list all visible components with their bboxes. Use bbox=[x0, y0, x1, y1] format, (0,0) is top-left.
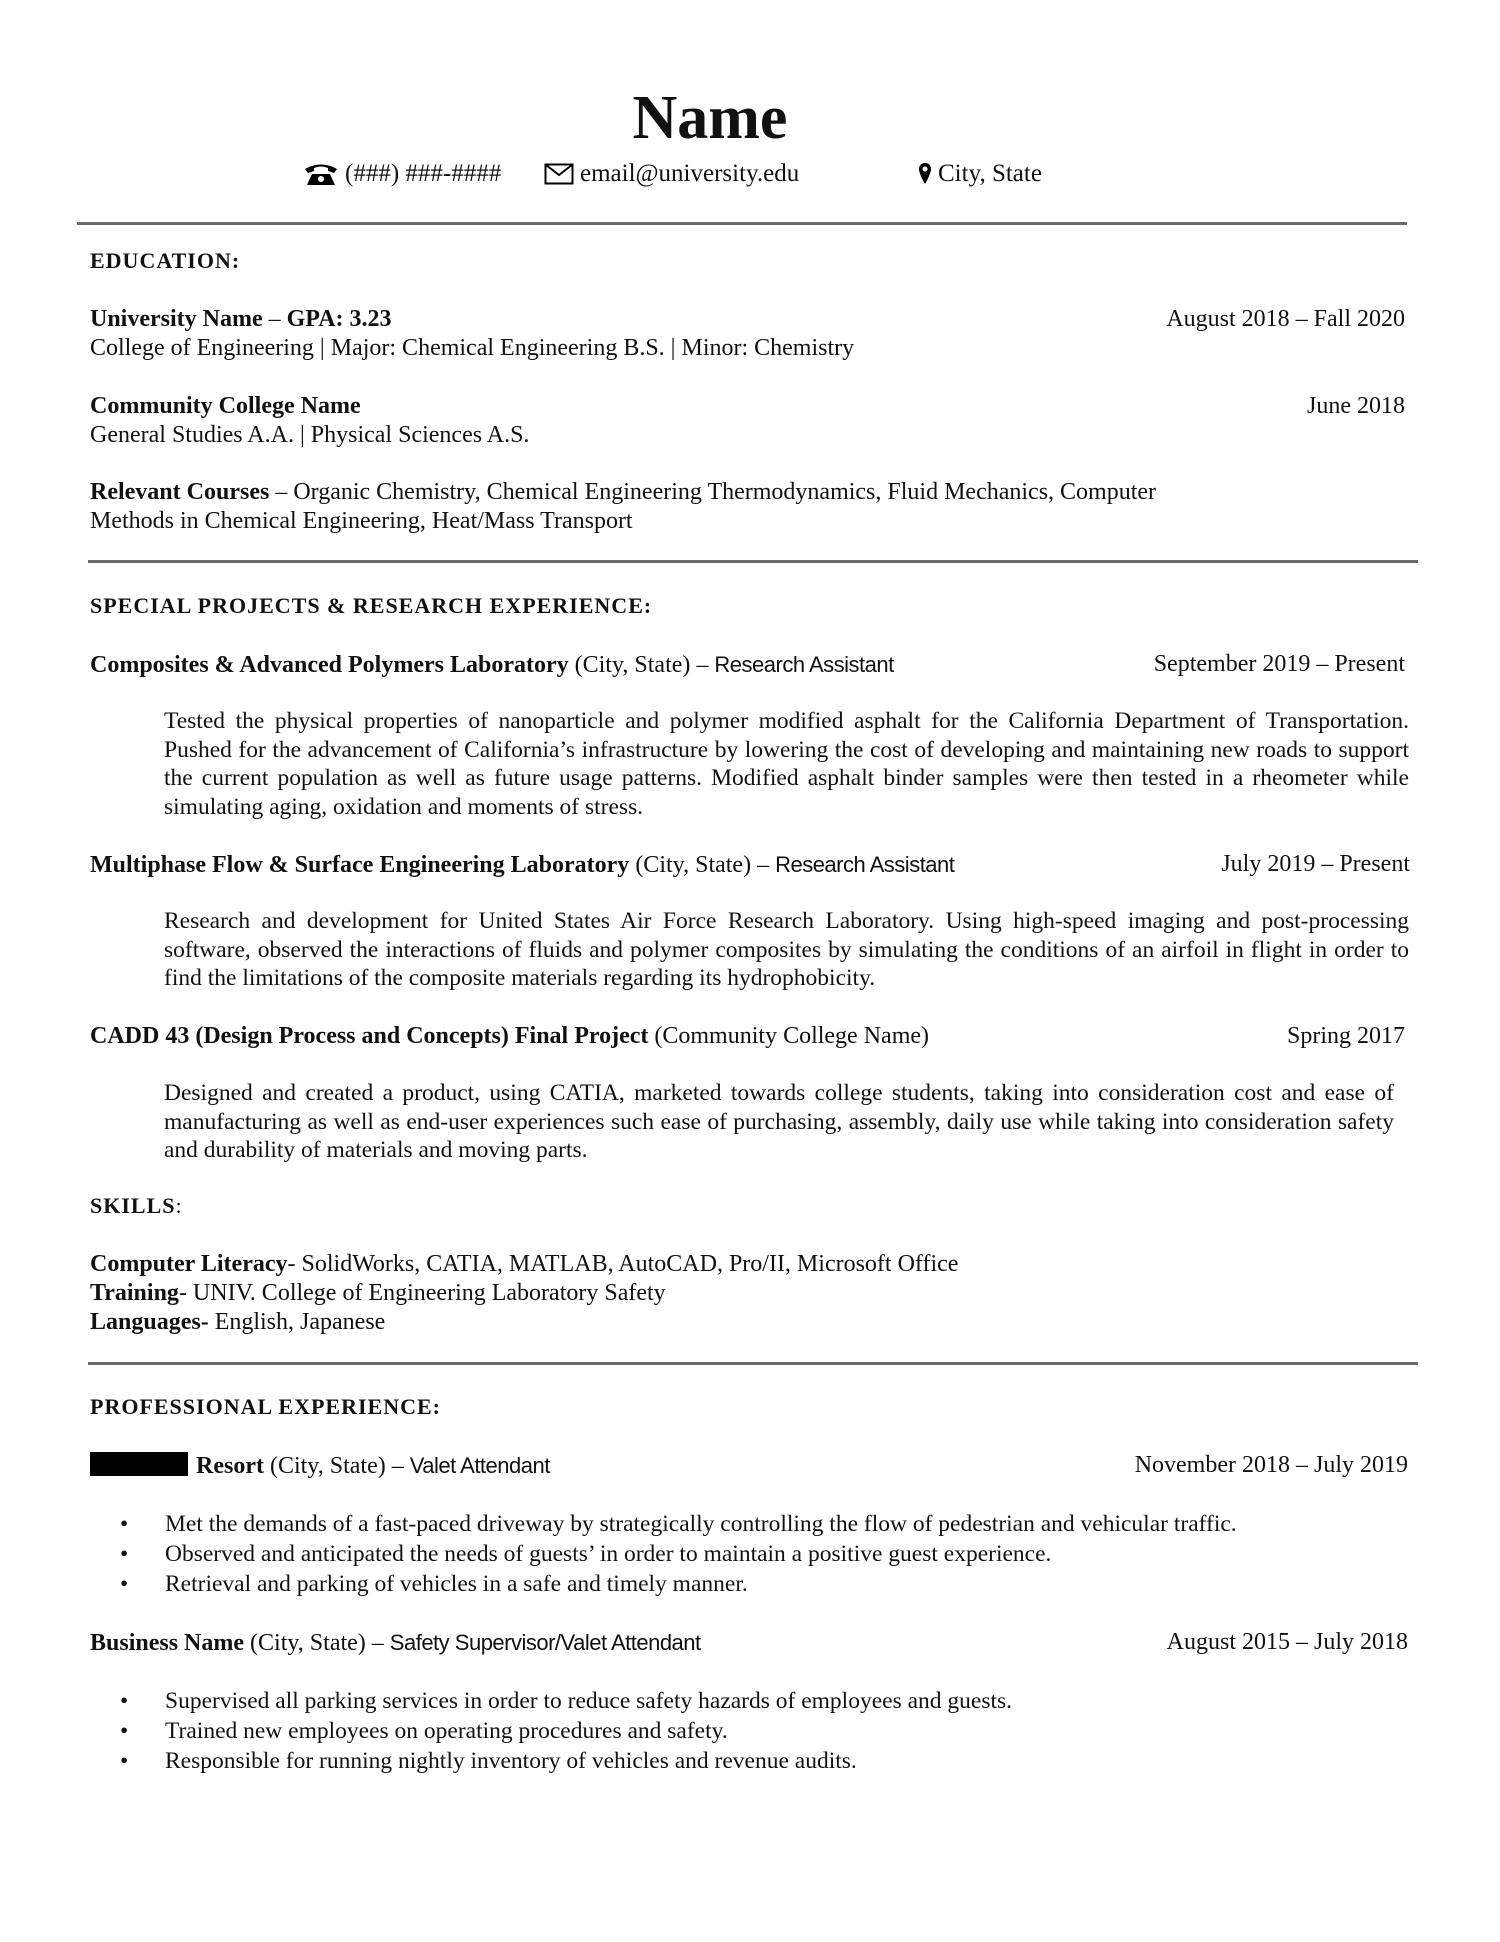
job-title bbox=[90, 1451, 550, 1481]
skill-label: Languages- bbox=[90, 1309, 209, 1335]
phone-icon bbox=[303, 162, 339, 186]
project-role: Research Assistant bbox=[775, 852, 955, 877]
skills-divider bbox=[88, 1362, 1418, 1365]
job-role: Valet Attendant bbox=[409, 1453, 550, 1478]
education-divider bbox=[88, 560, 1418, 563]
contact-location bbox=[918, 158, 1042, 190]
job-dates: November 2018 – July 2019 bbox=[1134, 1452, 1408, 1478]
gpa: GPA: 3.23 bbox=[286, 306, 392, 332]
relevant-courses-line2: Methods in Chemical Engineering, Heat/Mass Transport bbox=[90, 508, 633, 534]
relevant-courses-list: – Organic Chemistry, Chemical Engineering Thermodynamics, Fluid Mechanics, Computer bbox=[269, 479, 1157, 505]
list-item: • Supervised all parking services in order to reduce safety hazards of employees and guests. bbox=[115, 1686, 1012, 1716]
project-dates: Spring 2017 bbox=[1286, 1023, 1405, 1049]
professional-heading: PROFESSIONAL EXPERIENCE: bbox=[90, 1394, 442, 1419]
skill-line bbox=[90, 1250, 958, 1279]
project-org: Composites & Advanced Polymers Laboratory bbox=[90, 652, 569, 678]
projects-heading: SPECIAL PROJECTS & RESEARCH EXPERIENCE: bbox=[90, 593, 653, 618]
separator: – bbox=[262, 306, 287, 332]
skill-label: Computer Literacy bbox=[90, 1251, 288, 1277]
community-college-name: Community College Name bbox=[90, 393, 361, 419]
list-item: • Responsible for running nightly inventory of vehicles and revenue audits. bbox=[115, 1746, 1012, 1776]
job-location: (City, State) – bbox=[244, 1630, 390, 1656]
skill-line bbox=[90, 1308, 385, 1337]
map-pin-icon bbox=[918, 162, 932, 186]
list-item: • Met the demands of a fast-paced driveway by strategically controlling the flow of pedestrian and vehicular traffic. bbox=[115, 1509, 1237, 1539]
university-line bbox=[90, 305, 392, 334]
project-location: (Community College Name) bbox=[648, 1023, 930, 1049]
relevant-courses-line1 bbox=[90, 478, 1156, 507]
skills-heading-text: SKILLS bbox=[90, 1193, 176, 1218]
project-dates: July 2019 – Present bbox=[1221, 851, 1410, 877]
university-details: College of Engineering | Major: Chemical Engineering B.S. | Minor: Chemistry bbox=[90, 335, 855, 361]
skill-line bbox=[90, 1279, 666, 1308]
project-description: Research and development for United States Air Force Research Laboratory. Using high-speed imaging and post-processing software, observed the interactions of fluids and polymer composites by simulating the conditions of an airfoil in flight in order to find the limitations of the composite materials regarding its hydrophobicity. bbox=[164, 908, 1409, 991]
contact-phone bbox=[303, 158, 501, 190]
project-location: (City, State) – bbox=[568, 652, 715, 678]
email-address: email@university.edu bbox=[580, 160, 800, 187]
list-item: • Trained new employees on operating procedures and safety. bbox=[115, 1716, 1012, 1746]
location: City, State bbox=[938, 160, 1042, 187]
list-item: • Observed and anticipated the needs of guests’ in order to maintain a positive guest experience. bbox=[115, 1539, 1237, 1569]
relevant-courses-label: Relevant Courses bbox=[90, 479, 270, 505]
university-dates: August 2018 – Fall 2020 bbox=[1166, 306, 1405, 332]
contact-email bbox=[544, 158, 799, 190]
job-bullets bbox=[115, 1686, 1012, 1776]
job-title bbox=[90, 1628, 701, 1658]
project-location: (City, State) – bbox=[629, 852, 776, 878]
skill-label: Training bbox=[90, 1280, 179, 1306]
project-org: Multiphase Flow & Surface Engineering Laboratory bbox=[90, 852, 630, 878]
project-title bbox=[90, 1022, 929, 1051]
job-location: (City, State) – bbox=[263, 1453, 410, 1479]
project-description: Tested the physical properties of nanoparticle and polymer modified asphalt for the California Department of Transportation. Pushed for the advancement of California’s infrastructure by lowering the cost of developing and maintaining new roads to support the current population as well as future usage patterns. Modified asphalt binder samples were then tested in a rheometer while simulating aging, oxidation and moments of stress. bbox=[164, 708, 1409, 820]
project-title bbox=[90, 650, 894, 680]
skill-value: - UNIV. College of Engineering Laboratory Safety bbox=[178, 1280, 666, 1306]
phone-number: (###) ###-#### bbox=[345, 160, 502, 187]
job-dates: August 2015 – July 2018 bbox=[1166, 1629, 1408, 1655]
redaction-bar bbox=[90, 1452, 188, 1476]
project-role: Research Assistant bbox=[714, 652, 894, 677]
skill-value: English, Japanese bbox=[208, 1309, 386, 1335]
resume-name: Name bbox=[632, 84, 788, 152]
education-heading: EDUCATION: bbox=[90, 248, 241, 273]
header-divider bbox=[77, 222, 1407, 225]
job-org: Resort bbox=[196, 1453, 264, 1479]
community-college-details: General Studies A.A. | Physical Sciences A.S. bbox=[90, 422, 530, 448]
job-org: Business Name bbox=[90, 1630, 245, 1656]
skills-colon: : bbox=[175, 1193, 183, 1218]
community-college-dates: June 2018 bbox=[1307, 393, 1405, 419]
university-name: University Name bbox=[90, 306, 263, 332]
skills-heading bbox=[90, 1193, 183, 1219]
skill-value: - SolidWorks, CATIA, MATLAB, AutoCAD, Pro/II, Microsoft Office bbox=[287, 1251, 959, 1277]
list-item: • Retrieval and parking of vehicles in a safe and timely manner. bbox=[115, 1569, 1237, 1599]
project-dates: September 2019 – Present bbox=[1153, 651, 1405, 677]
job-bullets bbox=[115, 1509, 1237, 1599]
project-org: CADD 43 (Design Process and Concepts) Final Project bbox=[90, 1023, 649, 1049]
job-role: Safety Supervisor/Valet Attendant bbox=[389, 1630, 701, 1655]
envelope-icon bbox=[544, 163, 574, 185]
project-description: Designed and created a product, using CATIA, marketed towards college students, taking into consideration cost and ease of manufacturing as well as end-user experiences such ease of purchasing, assembly, daily use while taking into consideration safety and durability of materials and moving parts. bbox=[164, 1080, 1394, 1163]
project-title bbox=[90, 850, 954, 880]
